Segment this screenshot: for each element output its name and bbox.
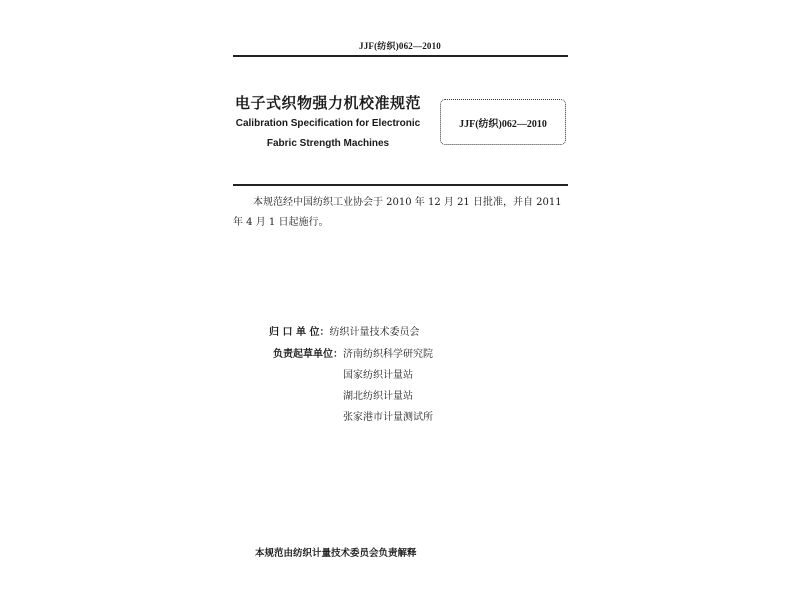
drafting-unit-3: 湖北纺织计量站 [343, 391, 413, 402]
approval-statement: 本规范经中国纺织工业协会于 2010 年 12 月 21 日批准，并自 2011 年 4 月 1 日起施行。 [233, 197, 562, 228]
interpretation-note: 本规范由纺织计量技术委员会负责解释 [255, 548, 417, 559]
middle-divider [233, 184, 568, 186]
drafting-unit-2: 国家纺织计量站 [343, 370, 413, 381]
specification-code: JJF(纺织)062—2010 [459, 118, 547, 130]
centralized-unit-value: 纺织计量技术委员会 [329, 327, 420, 338]
title-english-line1: Calibration Specification for Electronic [235, 118, 421, 129]
centralized-unit-label: 归 口 单 位： [269, 327, 330, 338]
drafting-unit-row [273, 348, 433, 362]
specification-code-box [440, 99, 566, 145]
top-divider [233, 55, 568, 57]
drafting-unit-4: 张家港市计量测试所 [343, 412, 433, 423]
drafting-unit-label: 负责起草单位： [273, 349, 343, 360]
drafting-unit-1: 济南纺织科学研究院 [343, 349, 433, 360]
document-code-header: JJF(纺织)062—2010 [359, 41, 441, 51]
title-chinese: 电子式织物强力机校准规范 [234, 94, 421, 112]
centralized-unit-row [269, 326, 419, 340]
title-english-line2: Fabric Strength Machines [266, 138, 390, 149]
